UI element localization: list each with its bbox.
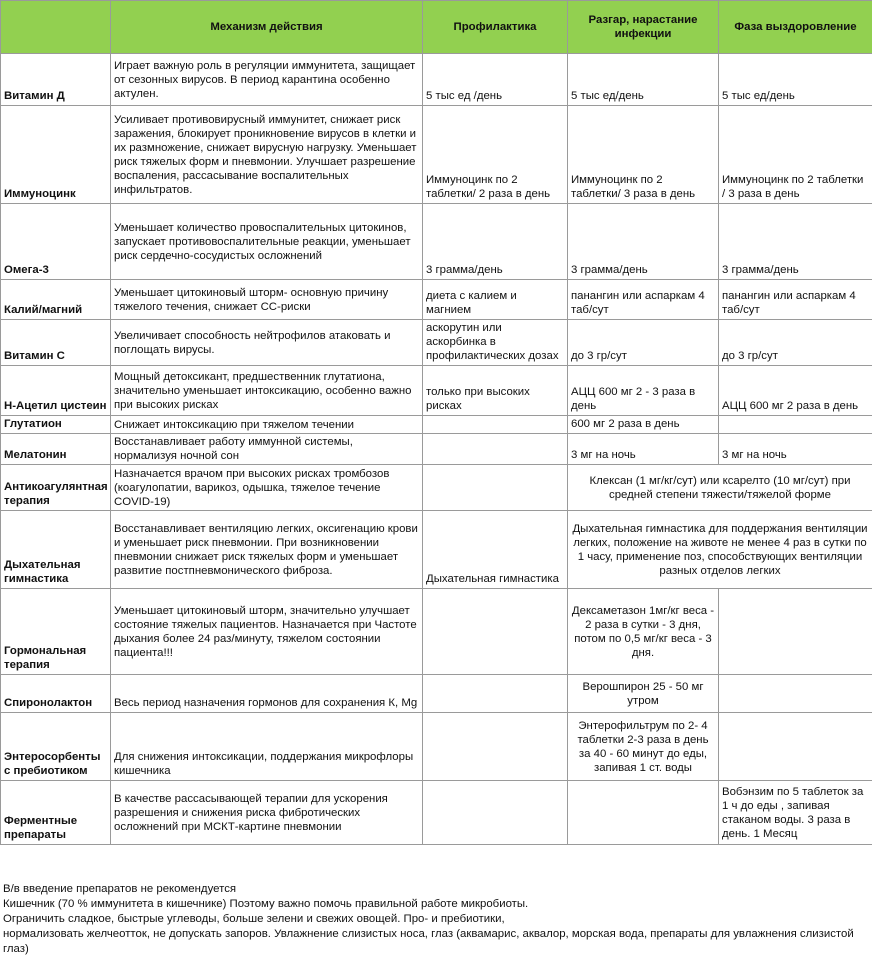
row-peak: АЦЦ 600 мг 2 - 3 раза в день xyxy=(568,366,719,416)
row-recovery xyxy=(719,713,872,781)
row-name: Витамин Д xyxy=(1,54,111,106)
table-row-spacer xyxy=(1,845,872,879)
row-name: Иммуноцинк xyxy=(1,106,111,204)
row-peak: Иммуноцинк по 2 таблетки/ 3 раза в день xyxy=(568,106,719,204)
row-peak: Дексаметазон 1мг/кг веса - 2 раза в сутки - 3 дня, потом по 0,5 мг/кг веса - 3 дня. xyxy=(568,589,719,675)
empty-cell xyxy=(1,845,872,879)
row-mechanism: Усиливает противовирусный иммунитет, снижает риск заражения, блокирует проникновение вирусов в клетки и их размножение, снижает вирусную нагрузку. Уменьшает риск тяжелых форм и пневмонии. Улучшает разрешение воспаления, рассасывание воспалительных инфильтратов. xyxy=(111,106,423,204)
row-mechanism: Назначается врачом при высоких рисках тромбозов (коагулопатии, варикоз, одышка, тяжелое течение COVID-19) xyxy=(111,465,423,511)
header-cell-prevention: Профилактика xyxy=(423,1,568,54)
row-prevention xyxy=(423,589,568,675)
row-peak: 3 грамма/день xyxy=(568,204,719,280)
row-name: Спиронолактон xyxy=(1,675,111,713)
row-prevention: 3 грамма/день xyxy=(423,204,568,280)
row-mechanism: Восстанавливает работу иммунной системы, нормализуя ночной сон xyxy=(111,434,423,465)
row-mechanism: Играет важную роль в регуляции иммунитета, защищает от сезонных вирусов. В период карантина особенно актулен. xyxy=(111,54,423,106)
row-peak xyxy=(568,781,719,845)
note-line: Ограничить сладкое, быстрые углеводы, больше зелени и свежих овощей. Про- и пребиотики, xyxy=(3,913,505,925)
header-cell-name xyxy=(1,1,111,54)
row-recovery: АЦЦ 600 мг 2 раза в день xyxy=(719,366,872,416)
row-name: Мелатонин xyxy=(1,434,111,465)
table-row xyxy=(1,280,872,320)
note-line: нормализовать желчеотток, не допускать запоров. Увлажнение слизистых носа, глаз (аквамарис, аквалор, морская вода, препараты для увлажнения слизистой глаз) xyxy=(3,928,854,955)
row-recovery xyxy=(719,675,872,713)
table-row xyxy=(1,589,872,675)
table-row xyxy=(1,106,872,204)
row-mechanism: Уменьшает цитокиновый шторм, значительно улучшает состояние тяжелых пациентов. Назначается при Частоте дыхания более 24 раз/минуту, тяжелом состоянии пациента!!! xyxy=(111,589,423,675)
row-recovery: Вобэнзим по 5 таблеток за 1 ч до еды , запивая стаканом воды. 3 раза в день. 1 Месяц xyxy=(719,781,872,845)
row-peak: 3 мг на ночь xyxy=(568,434,719,465)
row-recovery: 3 мг на ночь xyxy=(719,434,872,465)
row-recovery: 3 грамма/день xyxy=(719,204,872,280)
row-prevention: только при высоких рисках xyxy=(423,366,568,416)
row-recovery xyxy=(719,416,872,434)
row-mechanism: Для снижения интоксикации, поддержания микрофлоры кишечника xyxy=(111,713,423,781)
table-row xyxy=(1,434,872,465)
row-prevention: диета с калием и магнием xyxy=(423,280,568,320)
table-row xyxy=(1,54,872,106)
row-name: Витамин С xyxy=(1,320,111,366)
table-row xyxy=(1,713,872,781)
row-peak: панангин или аспаркам 4 таб/сут xyxy=(568,280,719,320)
header-row xyxy=(1,1,872,54)
row-prevention xyxy=(423,434,568,465)
table-row xyxy=(1,465,872,511)
table-row xyxy=(1,675,872,713)
row-mechanism: Весь период назначения гормонов для сохранения К, Mg xyxy=(111,675,423,713)
note-line: В/в введение препаратов не рекомендуется xyxy=(3,883,237,895)
header-cell-recovery: Фаза выздоровление xyxy=(719,1,872,54)
row-mechanism: Уменьшает цитокиновый шторм- основную причину тяжелого течения, снижает СС-риски xyxy=(111,280,423,320)
row-prevention xyxy=(423,465,568,511)
row-recovery xyxy=(719,589,872,675)
table-row xyxy=(1,204,872,280)
row-prevention: Дыхательная гимнастика xyxy=(423,511,568,589)
table-row xyxy=(1,320,872,366)
table-row xyxy=(1,511,872,589)
row-merged-treatment: Клексан (1 мг/кг/сут) или ксарелто (10 мг/сут) при средней степени тяжести/тяжелой форме xyxy=(568,465,872,511)
row-mechanism: Снижает интоксикацию при тяжелом течении xyxy=(111,416,423,434)
row-name: Н-Ацетил цистеин xyxy=(1,366,111,416)
row-prevention xyxy=(423,781,568,845)
row-name: Энтеросорбенты с пребиотиком xyxy=(1,713,111,781)
row-peak: 600 мг 2 раза в день xyxy=(568,416,719,434)
row-prevention xyxy=(423,713,568,781)
table-row xyxy=(1,366,872,416)
row-name: Ферментные препараты xyxy=(1,781,111,845)
row-name: Гормональная терапия xyxy=(1,589,111,675)
row-peak: до 3 гр/сут xyxy=(568,320,719,366)
row-name: Омега-3 xyxy=(1,204,111,280)
row-mechanism: Мощный детоксикант, предшественник глутатиона, значительно уменьшает интоксикацию, особенно важно при высоких рисках xyxy=(111,366,423,416)
row-name: Дыхательная гимнастика xyxy=(1,511,111,589)
row-recovery: 5 тыс ед/день xyxy=(719,54,872,106)
header-cell-peak: Разгар, нарастание инфекции xyxy=(568,1,719,54)
row-prevention: 5 тыс ед /день xyxy=(423,54,568,106)
row-recovery: панангин или аспаркам 4 таб/сут xyxy=(719,280,872,320)
row-mechanism: Увеличивает способность нейтрофилов атаковать и поглощать вирусы. xyxy=(111,320,423,366)
row-recovery: Иммуноцинк по 2 таблетки / 3 раза в день xyxy=(719,106,872,204)
row-peak: 5 тыс ед/день xyxy=(568,54,719,106)
row-name: Глутатион xyxy=(1,416,111,434)
row-name: Антикоагулянтная терапия xyxy=(1,465,111,511)
note-line: Кишечник (70 % иммунитета в кишечнике) Поэтому важно помочь правильной работе микробиоты. xyxy=(3,898,529,910)
header-cell-mechanism: Механизм действия xyxy=(111,1,423,54)
row-peak: Верошпирон 25 - 50 мг утром xyxy=(568,675,719,713)
row-prevention: аскорутин или аскорбинка в профилактических дозах xyxy=(423,320,568,366)
row-mechanism: Уменьшает количество провоспалительных цитокинов, запускает противовоспалительные реакции, уменьшает риск сердечно-сосудистых осложнений xyxy=(111,204,423,280)
row-prevention xyxy=(423,416,568,434)
row-peak: Энтерофильтрум по 2- 4 таблетки 2-3 раза в день за 40 - 60 минут до еды, запивая 1 ст. воды xyxy=(568,713,719,781)
row-mechanism: В качестве рассасывающей терапии для ускорения разрешения и снижения риска фибротических осложнений при МСКТ-картине пневмонии xyxy=(111,781,423,845)
row-merged-treatment: Дыхательная гимнастика для поддержания вентиляции легких, положение на животе не менее 4 раз в сутки по 1 часу, применение поз, способствующих вентиляции разных отделов легких xyxy=(568,511,872,589)
row-prevention: Иммуноцинк по 2 таблетки/ 2 раза в день xyxy=(423,106,568,204)
notes-block xyxy=(3,882,869,957)
row-recovery: до 3 гр/сут xyxy=(719,320,872,366)
table-row xyxy=(1,781,872,845)
row-name: Калий/магний xyxy=(1,280,111,320)
table-row xyxy=(1,416,872,434)
row-prevention xyxy=(423,675,568,713)
row-mechanism: Восстанавливает вентиляцию легких, оксигенацию крови и уменьшает риск пневмонии. При возникновении пневмонии снижает риск тяжелых форм и уменьшает развитие постпневмонического фиброза. xyxy=(111,511,423,589)
